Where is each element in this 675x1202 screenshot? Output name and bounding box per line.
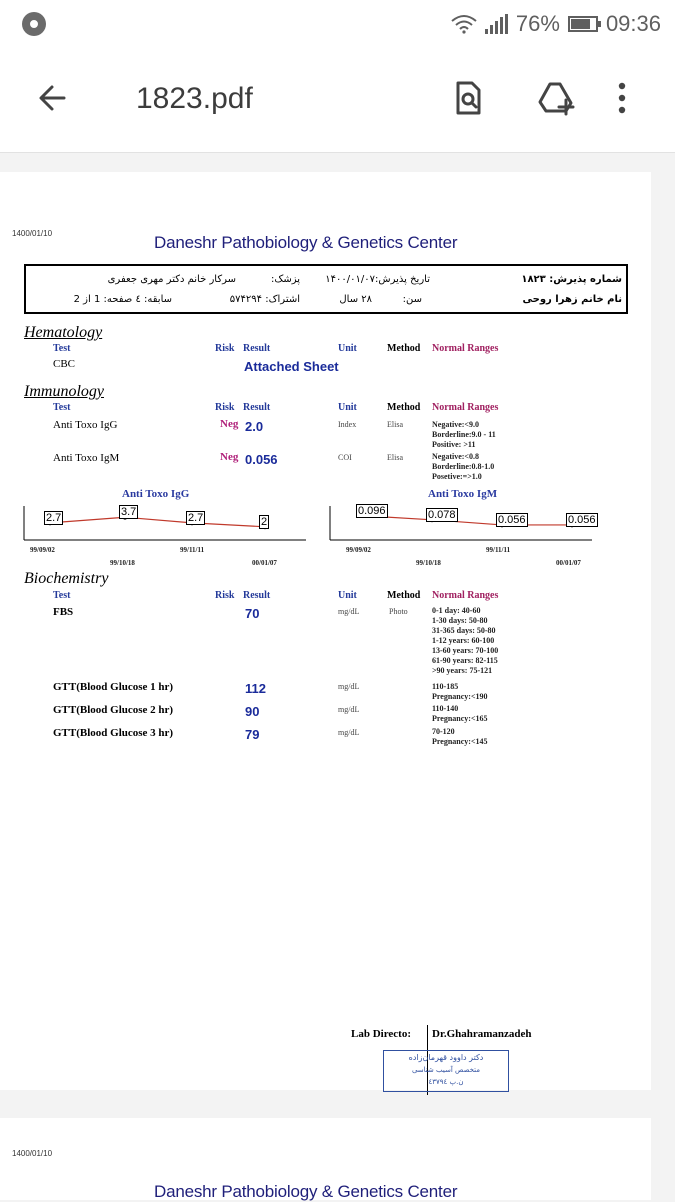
method-fbs: Photo (389, 607, 408, 616)
chart-series-line (362, 516, 572, 525)
chart-tick-label: 99/11/11 (180, 546, 205, 554)
history-page: سابقه: ٤ صفحه: 1 از 2 (73, 294, 172, 305)
find-in-document-icon[interactable] (448, 78, 488, 118)
col-test: Test (53, 590, 71, 601)
chart-title-igm: Anti Toxo IgM (428, 488, 498, 500)
chart-data-label: 0.056 (498, 513, 526, 526)
print-date: 1400/01/10 (12, 229, 53, 238)
add-to-drive-icon[interactable] (536, 78, 576, 118)
result-gtt-1hr: 112 (245, 681, 266, 696)
age-label: سن: (402, 294, 422, 305)
col-result: Result (243, 343, 271, 354)
clock: 09:36 (605, 11, 661, 36)
print-date: 1400/01/10 (12, 1149, 53, 1158)
wifi-icon (451, 14, 477, 34)
battery-icon (568, 16, 598, 32)
chart-data-label: 0.078 (428, 508, 456, 521)
test-fbs: FBS (53, 606, 74, 618)
test-gtt-3hr: GTT(Blood Glucose 3 hr) (53, 727, 174, 739)
test-toxo-igg: Anti Toxo IgG (53, 419, 118, 431)
col-risk: Risk (215, 590, 235, 601)
lab-director-name: Dr.Ghahramanzadeh (432, 1028, 532, 1040)
col-test: Test (53, 402, 71, 413)
method-toxo-igm: Elisa (387, 453, 403, 462)
result-fbs: 70 (245, 606, 260, 621)
chart-title-igg: Anti Toxo IgG (122, 488, 190, 500)
unit-fbs: mg/dL (338, 607, 360, 616)
test-cbc: CBC (53, 358, 76, 370)
chart-data-label: 2 (261, 515, 268, 528)
result-toxo-igm: 0.056 (245, 452, 278, 467)
age-value: ۲۸ سال (339, 294, 372, 305)
result-gtt-3hr: 79 (245, 727, 260, 742)
chart-tick-label: 99/09/02 (30, 546, 55, 554)
col-result: Result (243, 590, 271, 601)
chart-svg (20, 502, 310, 562)
result-cbc: Attached Sheet (244, 359, 339, 374)
col-method: Method (387, 343, 421, 354)
unit-gtt-2hr: mg/dL (338, 705, 360, 714)
back-arrow-icon[interactable] (34, 78, 74, 118)
doctor-name: سرکار خانم دکتر مهری جعفری (107, 274, 236, 285)
chart-data-label: 0.056 (568, 513, 596, 526)
reception-date: تاریخ پذیرش:۱۴۰۰/۰۱/۰۷ (325, 274, 430, 285)
chart-tick-label: 00/01/07 (252, 559, 277, 567)
chart-series-line (50, 517, 265, 527)
result-toxo-igg: 2.0 (245, 419, 264, 434)
col-method: Method (387, 590, 421, 601)
risk-toxo-igg: Neg (220, 418, 239, 430)
chart-tick-label: 99/11/11 (486, 546, 511, 554)
range-fbs: 0-1 day: 40-60 1-30 days: 50-80 31-365 days: 50-80 1-12 years: 60-100 13-60 years: 70-100 61-90 years: 82-115 >90 years: 75-121 (432, 606, 499, 675)
chart-toxo-igm (326, 502, 596, 567)
chart-tick-label: 99/10/18 (416, 559, 441, 567)
status-indicators (451, 10, 661, 38)
col-ranges: Normal Ranges (432, 343, 499, 354)
test-gtt-1hr: GTT(Blood Glucose 1 hr) (53, 681, 174, 693)
col-risk: Risk (215, 343, 235, 354)
col-ranges: Normal Ranges (432, 402, 499, 413)
range-toxo-igm: Negative:<0.8 Borderline:0.8-1.0 Posetive:=>1.0 (432, 452, 495, 481)
result-gtt-2hr: 90 (245, 704, 260, 719)
doctor-label: پزشک: (271, 274, 300, 285)
document-title: 1823.pdf (136, 82, 253, 115)
unit-gtt-1hr: mg/dL (338, 682, 360, 691)
unit-gtt-3hr: mg/dL (338, 728, 360, 737)
col-method: Method (387, 402, 421, 413)
chrome-icon (22, 12, 46, 36)
patient-header-box (24, 264, 628, 314)
section-hematology: Hematology (24, 324, 103, 341)
chart-tick-label: 00/01/07 (556, 559, 581, 567)
test-toxo-igm: Anti Toxo IgM (53, 452, 120, 464)
col-unit: Unit (338, 402, 357, 413)
signal-icon (485, 14, 508, 34)
col-unit: Unit (338, 590, 357, 601)
range-gtt-1hr: 110-185 Pregnancy:<190 (432, 682, 488, 701)
chart-data-label: 2.7 (188, 511, 204, 524)
center-name: Daneshr Pathobiology & Genetics Center (154, 233, 458, 252)
patient-name: نام خانم زهرا روحی (522, 294, 622, 305)
method-toxo-igg: Elisa (387, 420, 403, 429)
chart-toxo-igg (20, 502, 310, 567)
range-toxo-igg: Negative:<9.0 Borderline:9.0 - 11 Positive: >11 (432, 420, 496, 449)
unit-toxo-igm: COI (338, 453, 352, 462)
col-risk: Risk (215, 402, 235, 413)
stamp: دکتر داوود قهرمان‌زاده متخصص آسیب شناسی ن.پ ٤٣٧٩٤ (383, 1050, 509, 1092)
unit-toxo-igg: Index (338, 420, 357, 429)
col-unit: Unit (338, 343, 357, 354)
chart-tick-label: 99/09/02 (346, 546, 371, 554)
chart-data-label: 3.7 (121, 506, 137, 519)
range-gtt-3hr: 70-120 Pregnancy:<145 (432, 727, 488, 746)
risk-toxo-igm: Neg (220, 451, 239, 463)
reception-number: شماره پذیرش: ۱۸۲۳ (521, 274, 622, 285)
more-options-icon[interactable] (612, 78, 632, 118)
chart-data-label: 0.096 (358, 504, 386, 517)
status-bar (0, 0, 675, 48)
battery-percent: 76% (515, 11, 560, 36)
center-name: Daneshr Pathobiology & Genetics Center (154, 1182, 458, 1201)
lab-director-label: Lab Directo: (351, 1028, 411, 1040)
range-gtt-2hr: 110-140 Pregnancy:<165 (432, 704, 488, 723)
col-result: Result (243, 402, 271, 413)
section-biochemistry: Biochemistry (24, 570, 109, 587)
section-immunology: Immunology (24, 383, 104, 400)
col-test: Test (53, 343, 71, 354)
test-gtt-2hr: GTT(Blood Glucose 2 hr) (53, 704, 174, 716)
subscription: اشتراک: ۵۷۴۲۹۴ (229, 294, 300, 305)
pdf-page-2[interactable] (0, 1118, 651, 1200)
chart-data-label: 2.7 (46, 511, 62, 524)
chart-tick-label: 99/10/18 (110, 559, 135, 567)
pdf-page-1[interactable] (0, 172, 651, 1090)
col-ranges: Normal Ranges (432, 590, 499, 601)
app-bar (0, 48, 675, 153)
